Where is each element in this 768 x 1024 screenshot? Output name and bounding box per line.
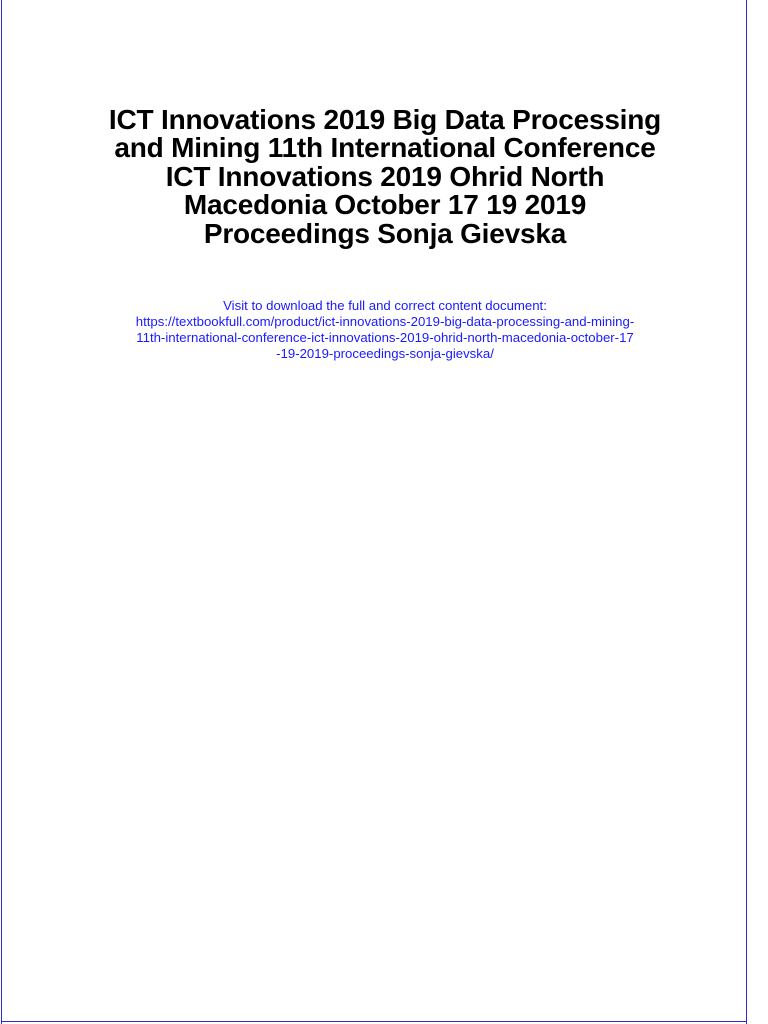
- document-title: ICT Innovations 2019 Big Data Processing and Mining 11th International Conference ICT Innovations 2019 Ohrid North Macedonia October 17 19 2019 Proceedings Sonja Gievska: [108, 104, 662, 249]
- download-url-line-3[interactable]: -19-2019-proceedings-sonja-gievska/: [276, 346, 494, 361]
- download-intro-text: Visit to download the full and correct content document:: [223, 298, 547, 313]
- download-info: [80, 298, 690, 362]
- download-link[interactable]: [80, 314, 690, 362]
- page-border-left: [1, 0, 2, 1024]
- download-url-line-1[interactable]: https://textbookfull.com/product/ict-innovations-2019-big-data-processing-and-mining-: [135, 314, 635, 329]
- download-url-line-2[interactable]: 11th-international-conference-ict-innovations-2019-ohrid-north-macedonia-october-17: [136, 330, 634, 345]
- page-border-right: [746, 0, 747, 1024]
- page-border-bottom: [1, 1021, 747, 1022]
